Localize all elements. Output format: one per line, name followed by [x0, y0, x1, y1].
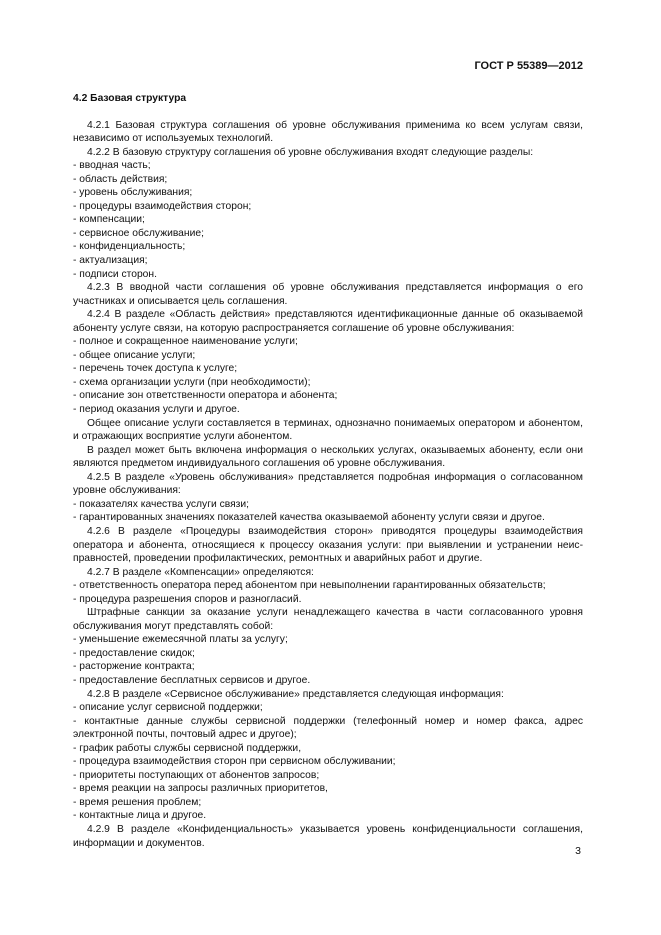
paragraph: Общее описание услуги составляется в терминах, однозначно понимаемых оператором и абонентом, и отражающих восприятие услуги абонентом. — [73, 417, 583, 443]
paragraph: 4.2.2 В базовую структуру соглашения об уровне обслуживания входят следующие разделы: — [87, 146, 534, 158]
list-item: - описание зон ответственности оператора и абонента; — [73, 390, 338, 402]
paragraph: 4.2.3 В вводной части соглашения об уровне обслуживания представляется информация о его участниках и описывается цель соглашения. — [73, 282, 583, 307]
list-item: - расторжение контракта; — [73, 661, 195, 673]
list-item: - контактные лица и другое. — [73, 810, 207, 822]
list-item: - период оказания услуги и другое. — [73, 404, 240, 416]
page-number: 3 — [575, 845, 581, 857]
list-item: - сервисное обслуживание; — [73, 227, 204, 239]
paragraph: 4.2.1 Базовая структура соглашения об уровне обслуживания применима ко всем услугам связи, независимо от используемых технологий. — [73, 119, 583, 145]
paragraph: 4.2.9 В разделе «Конфиденциальность» указывается уровень конфиденциальности соглашения, информации и документов. — [73, 823, 583, 849]
paragraph: 4.2.4 В разделе «Область действия» представляются идентификационные данные об оказываемой абоненту услуге связи, на которую распространяется соглашение об уровне обслуживания: — [73, 309, 583, 334]
paragraph: 4.2.5 В разделе «Уровень обслуживания» представляется подробная информация о согласованном уровне обслуживания: — [73, 471, 583, 497]
list-item: - компенсации; — [73, 214, 145, 226]
list-item: - процедура взаимодействия сторон при сервисном обслуживании; — [73, 756, 396, 768]
list-item: - гарантированных значениях показателей качества оказываемой абоненту услуги связи и другое. — [73, 512, 545, 524]
paragraph: 4.2.6 В разделе «Процедуры взаимодействия сторон» приводятся процедуры взаимодействия оператора и абонента, относящиеся к процессу оказания услуги: при выявлении и устранении неисправностей, проведении профилактических, ремонтных и аварийных работ и другие. — [73, 525, 583, 565]
list-item: - описание услуг сервисной поддержки; — [73, 702, 263, 714]
list-item: - уровень обслуживания; — [73, 187, 193, 199]
list-item: - контактные данные службы сервисной поддержки (телефонный номер и номер факса, адрес электронной почты, почтовый адрес и другое); — [73, 715, 583, 741]
list-item: - подписи сторон. — [73, 268, 157, 280]
list-item: - время реакции на запросы различных приоритетов, — [73, 783, 328, 795]
section-heading: 4.2 Базовая структура — [73, 93, 187, 104]
paragraph: 4.2.7 В разделе «Компенсации» определяются: — [87, 566, 314, 578]
list-item: - ответственность оператора перед абонентом при невыполнении гарантированных обязательств; — [73, 580, 546, 592]
list-item: - уменьшение ежемесячной платы за услугу; — [73, 634, 288, 646]
list-item: - перечень точек доступа к услуге; — [73, 363, 238, 375]
list-item: - область действия; — [73, 173, 168, 185]
list-item: - предоставление скидок; — [73, 647, 195, 659]
list-item: - полное и сокращенное наименование услуги; — [73, 336, 298, 348]
list-item: - актуализация; — [73, 255, 148, 267]
list-item: - показателях качества услуги связи; — [73, 498, 249, 510]
paragraph: В раздел может быть включена информация о нескольких услугах, оказываемых абоненту, если они являются предметом индивидуального соглашения об уровне обслуживания. — [73, 444, 583, 470]
list-item: - график работы службы сервисной поддержки, — [73, 742, 302, 754]
list-item: - вводная часть; — [73, 160, 151, 172]
document-body — [73, 92, 583, 850]
list-item: - процедура разрешения споров и разногласий. — [73, 593, 302, 605]
standard-designation: ГОСТ Р 55389—2012 — [474, 60, 583, 72]
list-item: - общее описание услуги; — [73, 349, 196, 361]
paragraph: 4.2.8 В разделе «Сервисное обслуживание» представляется следующая информация: — [87, 688, 504, 700]
list-item: - процедуры взаимодействия сторон; — [73, 200, 252, 212]
list-item: - предоставление бесплатных сервисов и другое. — [73, 674, 311, 686]
list-item: - приоритеты поступающих от абонентов запросов; — [73, 769, 320, 781]
content-blocks — [73, 119, 583, 851]
list-item: - время решения проблем; — [73, 796, 202, 808]
list-item: - конфиденциальность; — [73, 241, 186, 253]
paragraph: Штрафные санкции за оказание услуги ненадлежащего качества в части согласованного уровня обслуживания могут представлять собой: — [73, 607, 583, 632]
list-item: - схема организации услуги (при необходимости); — [73, 376, 311, 388]
